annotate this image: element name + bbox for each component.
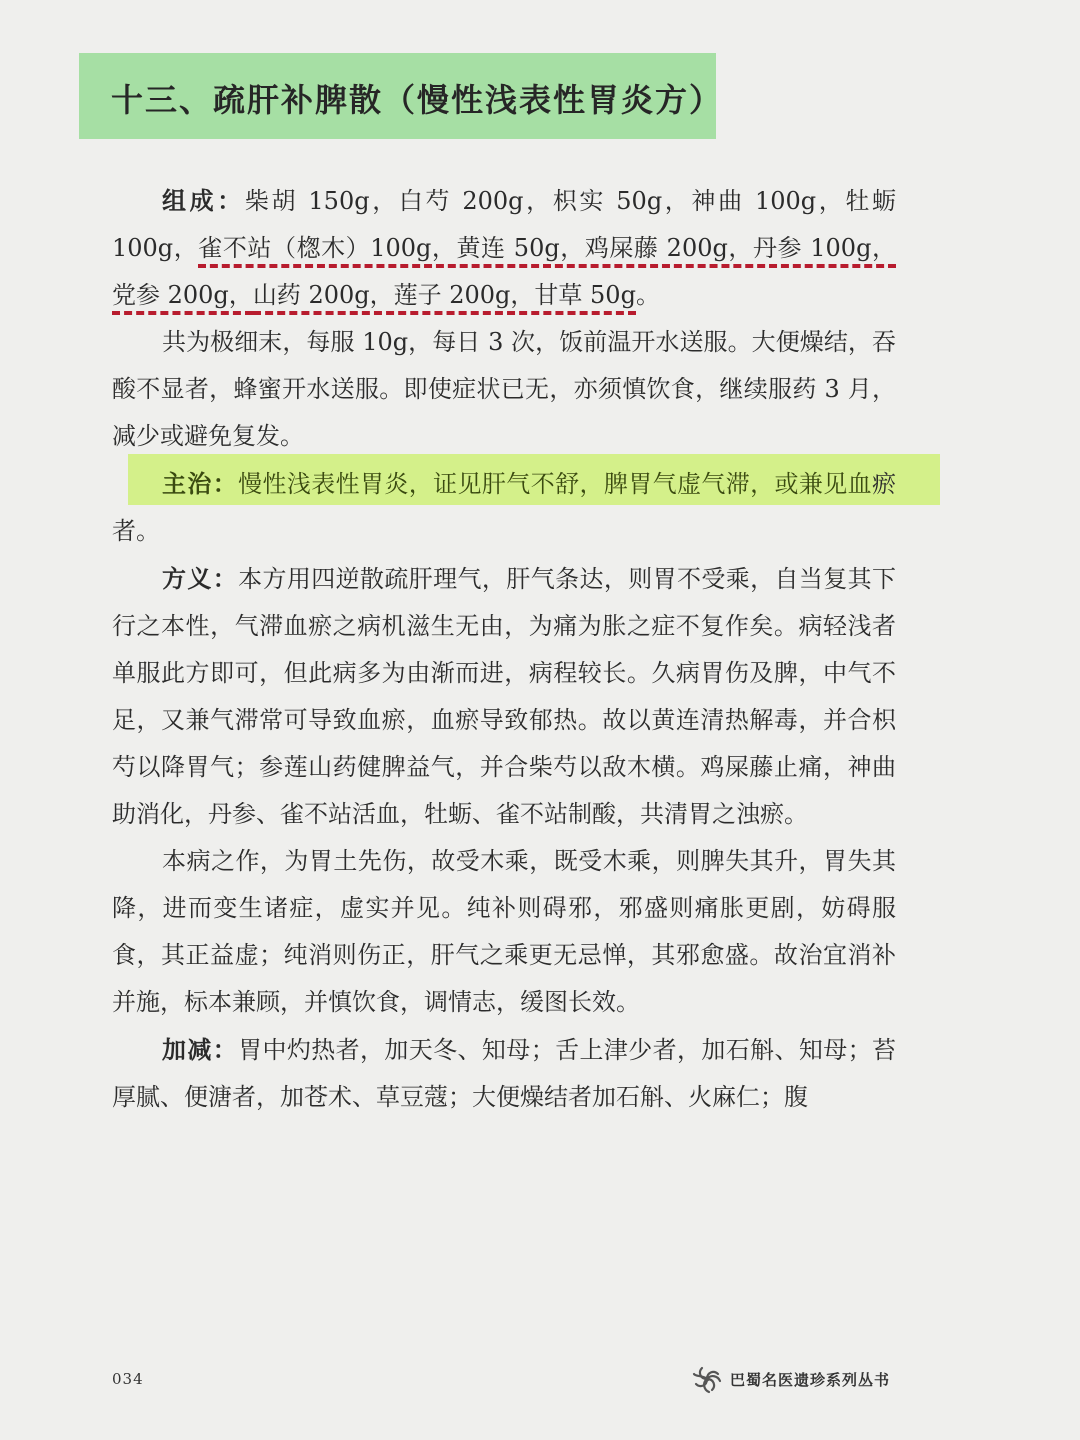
section-title: 十三、疏肝补脾散（慢性浅表性胃炎方）: [111, 81, 724, 119]
modification-paragraph: [112, 1026, 896, 1121]
pathology-paragraph: 本病之作，为胃土先伤，故受木乘，既受木乘，则脾失其升，胃失其降，进而变生诸症，虚实并见。纯补则碍邪，邪盛则痛胀更剧，妨碍服食，其正益虚；纯消则伤正，肝气之乘更无忌惮，其邪愈盛。故治宜消补并施，标本兼顾，并慎饮食，调情志，缓图长效。: [112, 847, 896, 1016]
series-footer: [690, 1362, 890, 1396]
indication-label: 主治：: [162, 469, 239, 498]
composition-line-2-underlined: 雀不站（楤木）100g，黄连 50g，鸡屎藤 200g，丹参 100g，党参 200g，: [112, 234, 896, 315]
composition-label: 组成：: [162, 186, 245, 215]
composition-line-3-underlined: 山药 200g，莲子 200g，甘草 50g: [253, 281, 636, 315]
indication-tail: 瘀者。: [112, 470, 897, 545]
swirl-logo-icon: [690, 1362, 724, 1396]
indication-paragraph: [112, 460, 896, 555]
section-title-box: [79, 53, 724, 139]
body-text: [112, 177, 896, 1121]
composition-end: 。: [635, 281, 660, 309]
composition-line-1: 柴胡 150g，白芍 200g，枳实 50g，神曲 100g，牡蛎 100g，: [112, 187, 897, 262]
page-number: 034: [112, 1370, 144, 1388]
composition-paragraph: [112, 177, 896, 319]
indication-text: 慢性浅表性胃炎，证见肝气不舒，脾胃气虚气滞，或兼见血: [238, 470, 873, 498]
explanation-paragraph: [112, 555, 896, 838]
explanation-label: 方义：: [162, 564, 239, 593]
series-title: 巴蜀名医遗珍系列丛书: [730, 1370, 891, 1389]
modification-label: 加减：: [162, 1035, 239, 1064]
explanation-text: 本方用四逆散疏肝理气，肝气条达，则胃不受乘，自当复其下行之本性，气滞血瘀之病机滋生无由，为痛为胀之症不复作矣。病轻浅者单服此方即可，但此病多为由渐而进，病程较长。久病胃伤及脾，中气不足，又兼气滞常可导致血瘀，血瘀导致郁热。故以黄连清热解毒，并合枳芍以降胃气；参莲山药健脾益气，并合柴芍以敌木横。鸡屎藤止痛，神曲助消化，丹参、雀不站活血，牡蛎、雀不站制酸，共清胃之浊瘀。: [112, 565, 897, 828]
modification-text: 胃中灼热者，加天冬、知母；舌上津少者，加石斛、知母；苔厚腻、便溏者，加苍术、草豆蔻；大便燥结者加石斛、火麻仁；腹: [112, 1036, 897, 1111]
usage-paragraph: 共为极细末，每服 10g，每日 3 次，饭前温开水送服。大便燥结，吞酸不显者，蜂蜜开水送服。即使症状已无，亦须慎饮食，继续服药 3 月，减少或避免复发。: [112, 328, 896, 450]
